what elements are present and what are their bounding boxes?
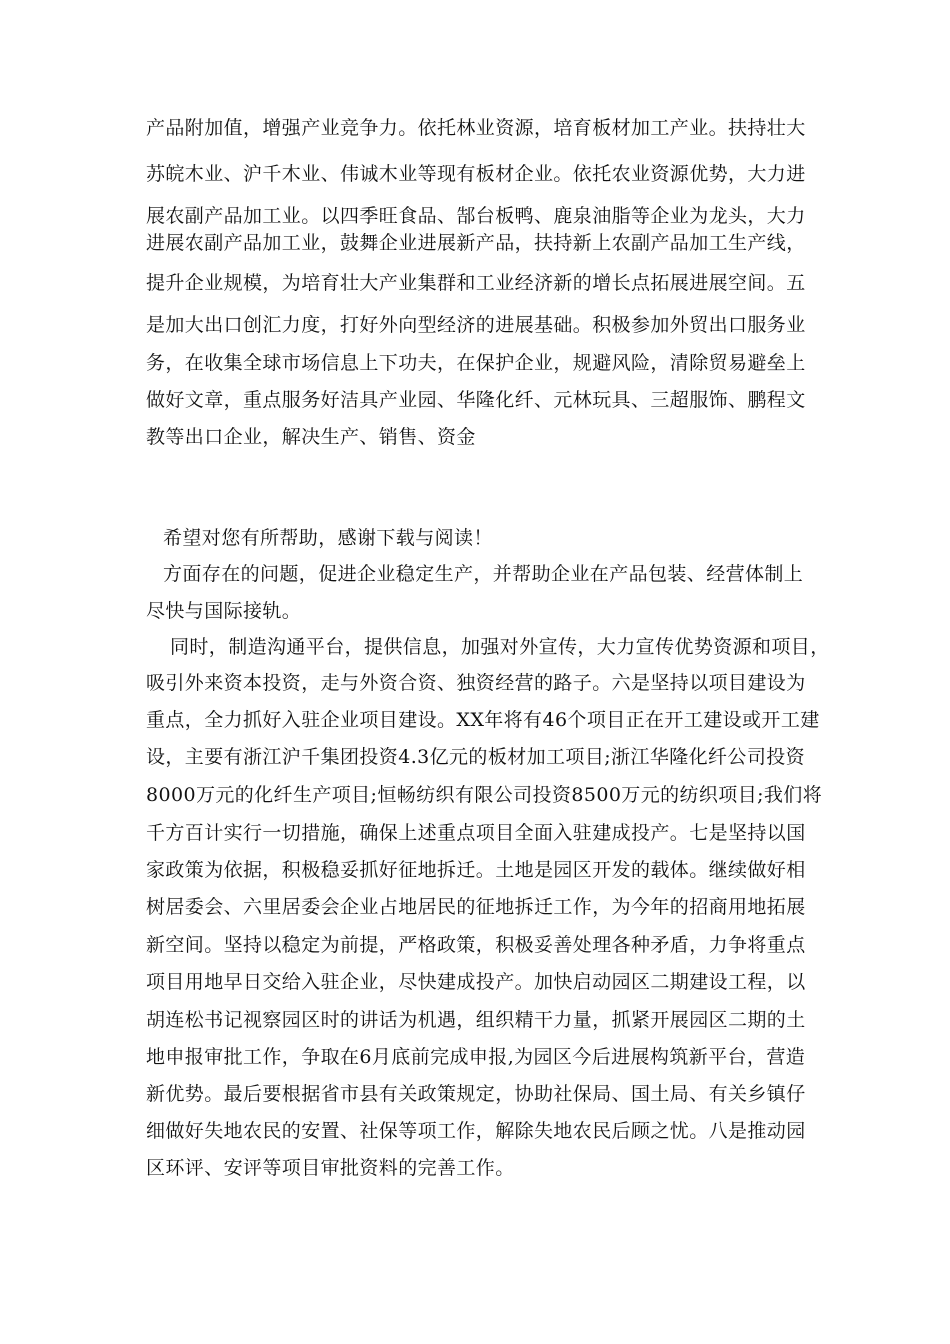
text-line: 8000万元的化纤生产项目;恒畅纺织有限公司投资8500万元的纺织项目;我们将 bbox=[146, 784, 823, 806]
text-line: 新空间。坚持以稳定为前提，严格政策，积极妥善处理各种矛盾，力争将重点 bbox=[146, 934, 806, 956]
text-line: 务，在收集全球市场信息上下功夫，在保护企业，规避风险，清除贸易避垒上 bbox=[146, 352, 806, 374]
text-line: 苏皖木业、沪千木业、伟诚木业等现有板材企业。依托农业资源优势，大力进 bbox=[146, 163, 806, 185]
text-line: 细做好失地农民的安置、社保等项工作，解除失地农民后顾之忧。八是推动园 bbox=[146, 1120, 806, 1142]
text-line: 树居委会、六里居委会企业占地居民的征地拆迁工作，为今年的招商用地拓展 bbox=[146, 896, 806, 918]
paragraph-first-line: 同时，制造沟通平台，提供信息，加强对外宣传，大力宣传优势资源和项目， bbox=[170, 636, 830, 658]
text-line: 是加大出口创汇力度，打好外向型经济的进展基础。积极参加外贸出口服务业 bbox=[146, 314, 806, 336]
text-line: 教等出口企业，解决生产、销售、资金 bbox=[146, 426, 476, 448]
text-line: 地申报审批工作，争取在6月底前完成申报,为园区今后进展构筑新平台，营造 bbox=[146, 1046, 806, 1068]
text-line: 提升企业规模，为培育壮大产业集群和工业经济新的增长点拓展进展空间。五 bbox=[146, 272, 806, 294]
text-line: 区环评、安评等项目审批资料的完善工作。 bbox=[146, 1157, 515, 1179]
text-line: 吸引外来资本投资，走与外资合资、独资经营的路子。六是坚持以项目建设为 bbox=[146, 672, 806, 694]
text-line: 千方百计实行一切措施，确保上述重点项目全面入驻建成投产。七是坚持以国 bbox=[146, 822, 806, 844]
text-line: 新优势。最后要根据省市县有关政策规定，协助社保局、国土局、有关乡镇仔 bbox=[146, 1083, 806, 1105]
text-line: 做好文章，重点服务好洁具产业园、华隆化纤、元林玩具、三超服饰、鹏程文 bbox=[146, 389, 806, 411]
text-line: 方面存在的问题，促进企业稳定生产，并帮助企业在产品包装、经营体制上 bbox=[163, 563, 804, 585]
thanks-line: 希望对您有所帮助，感谢下载与阅读！ bbox=[163, 527, 493, 549]
text-line: 家政策为依据，积极稳妥抓好征地拆迁。土地是园区开发的载体。继续做好相 bbox=[146, 859, 806, 881]
text-line: 产品附加值，增强产业竞争力。依托林业资源，培育板材加工产业。扶持壮大 bbox=[146, 117, 806, 139]
text-line: 展农副产品加工业。以四季旺食品、郜台板鸭、鹿泉油脂等企业为龙头，大力 bbox=[146, 205, 806, 227]
text-line: 尽快与国际接轨。 bbox=[146, 600, 302, 622]
text-line: 胡连松书记视察园区时的讲话为机遇，组织精干力量，抓紧开展园区二期的土 bbox=[146, 1009, 806, 1031]
text-line: 重点，全力抓好入驻企业项目建设。XX年将有46个项目正在开工建设或开工建 bbox=[146, 709, 820, 731]
text-line: 项目用地早日交给入驻企业，尽快建成投产。加快启动园区二期建设工程，以 bbox=[146, 971, 806, 993]
text-line: 设，主要有浙江沪千集团投资4.3亿元的板材加工项目;浙江华隆化纤公司投资 bbox=[146, 746, 806, 768]
text-line: 进展农副产品加工业，鼓舞企业进展新产品，扶持新上农副产品加工生产线， bbox=[146, 232, 806, 254]
